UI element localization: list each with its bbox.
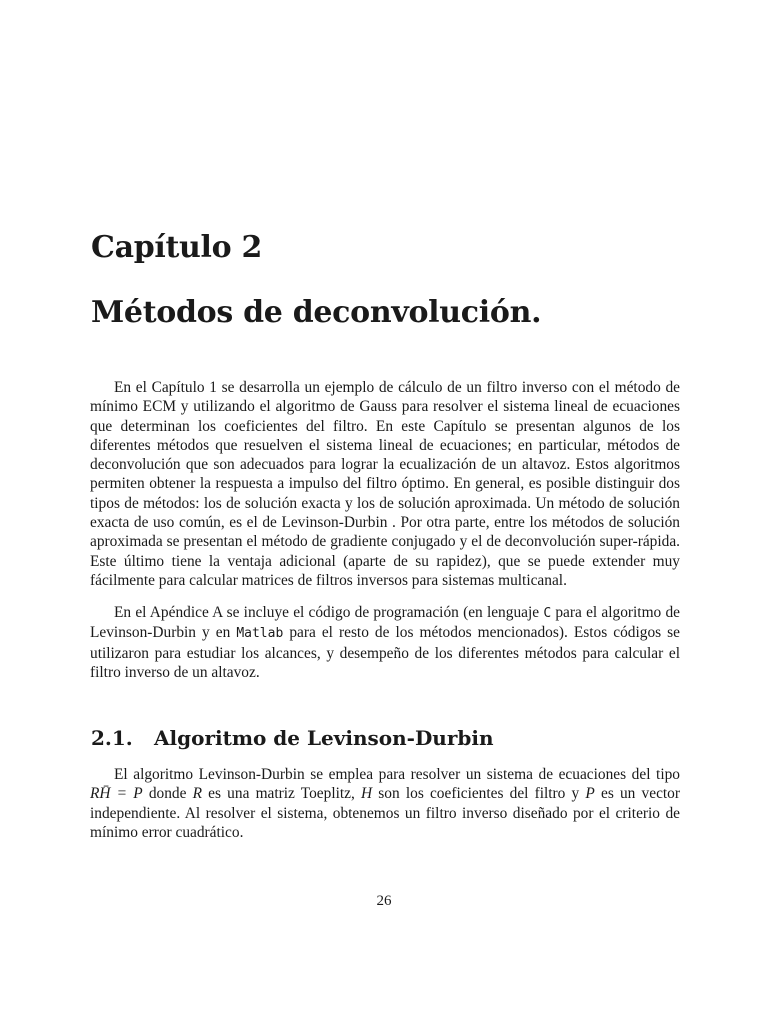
code-c: C [543, 606, 552, 621]
intro-paragraph-1 [90, 378, 680, 590]
section-paragraph-text [90, 765, 680, 842]
math-r: R [192, 785, 203, 803]
section-paragraph-part4: son los coeficientes del filtro y [372, 785, 586, 803]
section-heading [91, 724, 493, 752]
math-p: P [585, 785, 595, 803]
section-paragraph-part3: es una matriz Toeplitz, [202, 785, 361, 803]
math-equation: RH̄ = P [90, 785, 143, 803]
section-title: Algoritmo de Levinson-Durbin [154, 726, 494, 750]
code-matlab: Matlab [236, 626, 284, 642]
intro-paragraph-1-text: En el Capítulo 1 se desarrolla un ejemplo de cálculo de un filtro inverso con el método de mínimo ECM y utilizando el algoritmo de Gauss para resolver el sistema lineal de ecuaciones que determinan los coeficientes del filtro. En este Capítulo se presentan algunos de los diferentes métodos que resuelven el sistema lineal de ecuaciones; en particular, métodos de deconvolución que son adecuados para lograr la ecualización de un altavoz. Estos algoritmos permiten obtener la respuesta a impulso del filtro óptimo. En general, es posible distinguir dos tipos de métodos: los de solución exacta y los de solución aproximada. Un método de solución exacta de uso común, es el de Levinson-Durbin . Por otra parte, entre los métodos de solución aproximada se presentan el método de gradiente conjugado y el de deconvolución super-rápida. Este último tiene la ventaja adicional (aparte de su rapidez), que se puede extender muy fácilmente para calcular matrices de filtros inversos para sistemas multicanal. [90, 379, 680, 589]
page-number: 26 [376, 893, 392, 909]
intro-paragraph-2-text [90, 603, 680, 682]
section-paragraph-part2: donde [142, 785, 193, 803]
math-h: H [361, 785, 373, 803]
section-paragraph-part1: El algoritmo Levinson-Durbin se emplea para resolver un sistema de ecuaciones del tipo [114, 766, 680, 783]
chapter-title: Métodos de deconvolución. [91, 295, 542, 330]
intro-paragraph-2 [90, 603, 680, 682]
intro-paragraph-2-part1: En el Apéndice A se incluye el código de programación (en lenguaje [114, 604, 544, 621]
intro-paragraph-2-part2: para el algoritmo de Levinson-Durbin y en [90, 604, 680, 642]
chapter-label: Capítulo 2 [91, 230, 263, 265]
section-number: 2.1. [91, 726, 133, 750]
section-paragraph-part5: es un vector independiente. Al resolver el sistema, obtenemos un filtro inverso diseñado por el criterio de mínimo error cuadrático. [90, 785, 681, 841]
section-paragraph [90, 765, 680, 842]
intro-paragraph-2-part3: para el resto de los métodos mencionados). Estos códigos se utilizaron para estudiar los alcances, y desempeño de los diferentes métodos para calcular el filtro inverso de un altavoz. [90, 624, 680, 681]
